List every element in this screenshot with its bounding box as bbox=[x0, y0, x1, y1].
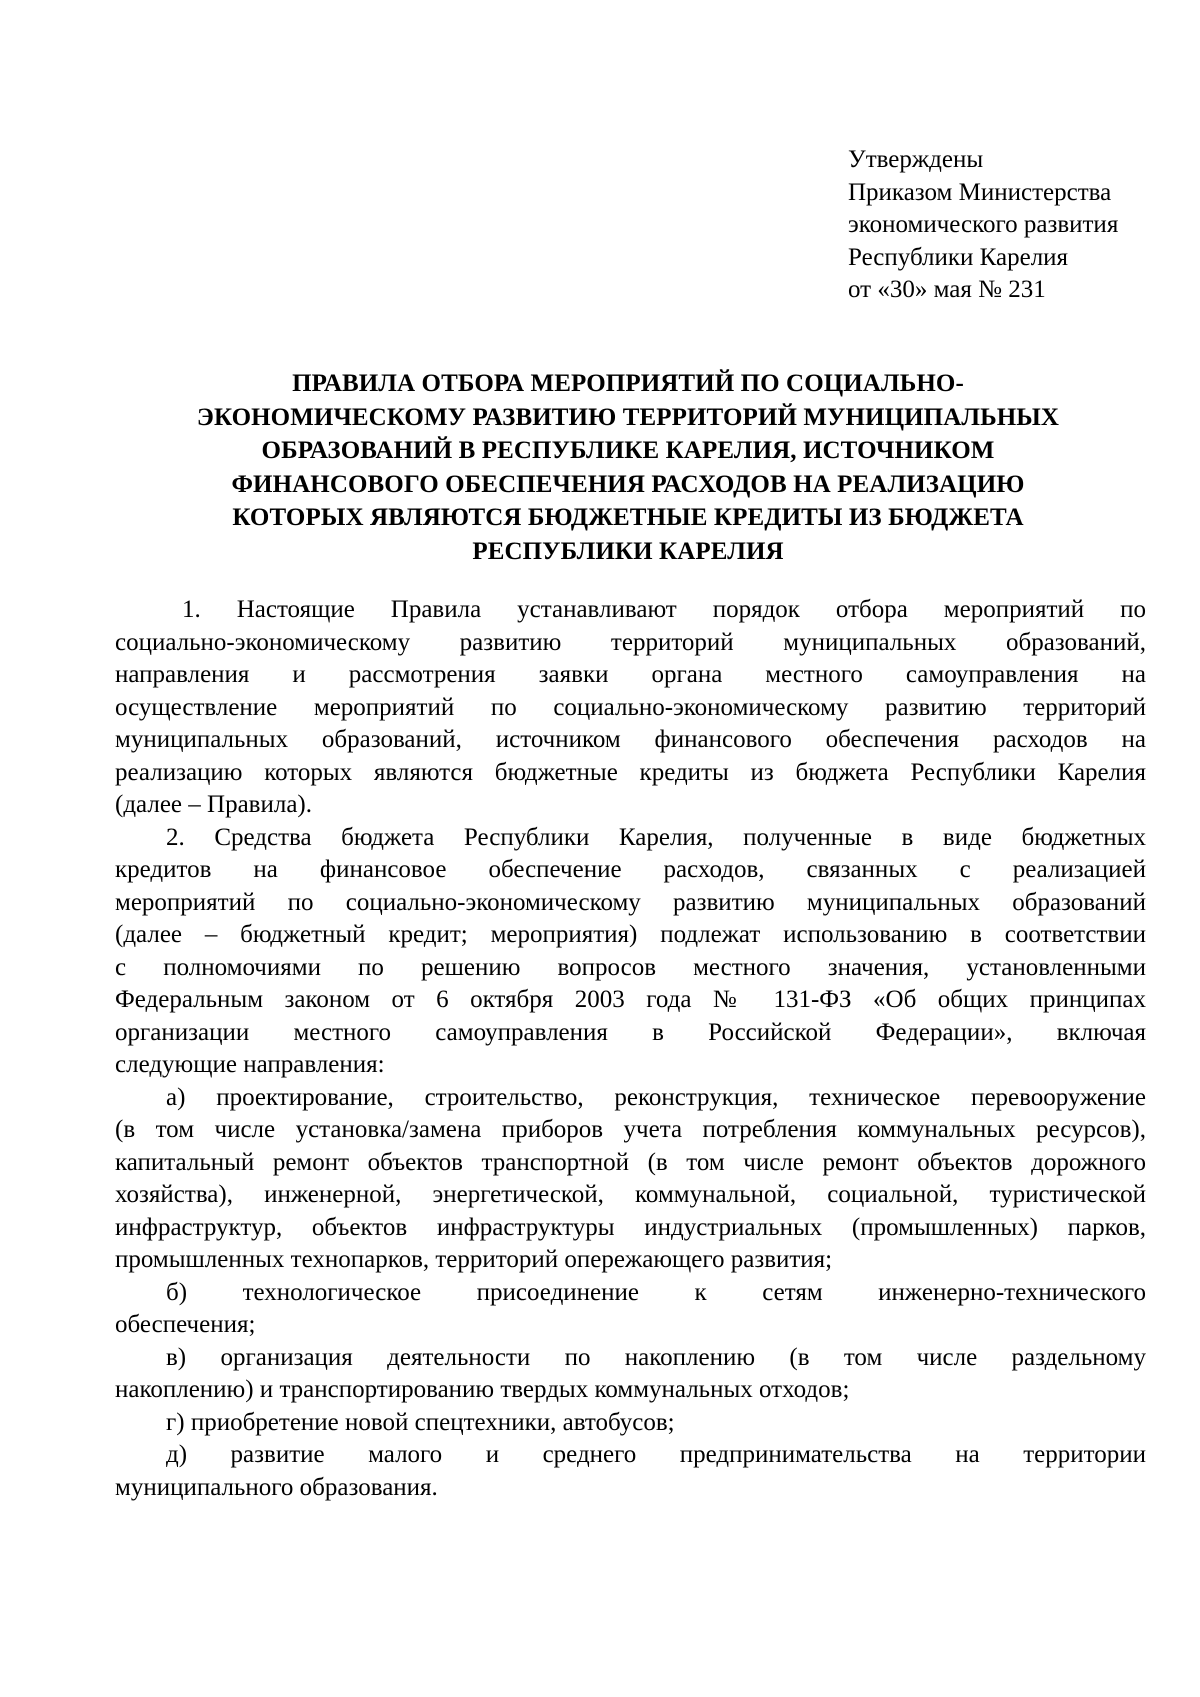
text-line: а) проектирование, строительство, реконструкция, техническое перевооружение bbox=[166, 1083, 1146, 1111]
subitem-d bbox=[115, 1439, 1146, 1504]
text-line: кредитов на финансовое обеспечение расходов, связанных с реализацией bbox=[115, 856, 1146, 883]
text-line: (в том числе установка/замена приборов учета потребления коммунальных ресурсов), bbox=[115, 1116, 1146, 1143]
title-line: ЭКОНОМИЧЕСКОМУ РАЗВИТИЮ ТЕРРИТОРИЙ МУНИЦИПАЛЬНЫХ bbox=[196, 403, 1060, 431]
approval-line: экономического развития bbox=[848, 211, 1119, 238]
approval-line: Приказом Министерства bbox=[848, 178, 1112, 206]
subitem-a bbox=[115, 1082, 1146, 1277]
approval-block bbox=[848, 144, 1168, 307]
text-line: обеспечения; bbox=[115, 1311, 256, 1338]
title-line: ФИНАНСОВОГО ОБЕСПЕЧЕНИЯ РАСХОДОВ НА РЕАЛИЗАЦИЮ bbox=[231, 470, 1025, 498]
text-line: капитальный ремонт объектов транспортной (в том числе ремонт объектов дорожного bbox=[115, 1148, 1146, 1176]
text-line: в) организация деятельности по накоплению (в том числе раздельному bbox=[166, 1343, 1146, 1371]
text-line: инфраструктур, объектов инфраструктуры индустриальных (промышленных) парков, bbox=[115, 1213, 1146, 1241]
title-line: ОБРАЗОВАНИЙ В РЕСПУБЛИКЕ КАРЕЛИЯ, ИСТОЧНИКОМ bbox=[261, 437, 995, 464]
document-body bbox=[115, 594, 1146, 1504]
document-title bbox=[110, 367, 1146, 568]
text-line: 2. Средства бюджета Республики Карелия, полученные в виде бюджетных bbox=[166, 823, 1146, 851]
text-line: муниципального образования. bbox=[115, 1473, 438, 1501]
text-line: социально-экономическому развитию территорий муниципальных образований, bbox=[115, 628, 1146, 656]
text-line: (далее – Правила). bbox=[115, 791, 313, 818]
text-line: муниципальных образований, источником финансового обеспечения расходов на bbox=[115, 726, 1146, 753]
text-line: промышленных технопарков, территорий опережающего развития; bbox=[115, 1246, 833, 1273]
text-line: направления и рассмотрения заявки органа местного самоуправления на bbox=[115, 661, 1146, 688]
approval-line: Республики Карелия bbox=[848, 243, 1069, 271]
text-line: б) технологическое присоединение к сетям инженерно-технического bbox=[166, 1278, 1146, 1306]
paragraph-1 bbox=[115, 594, 1146, 822]
text-line: 1. Настоящие Правила устанавливают порядок отбора мероприятий по bbox=[182, 596, 1146, 623]
subitem-g bbox=[115, 1407, 1146, 1440]
paragraph-2 bbox=[115, 822, 1146, 1082]
title-line: ПРАВИЛА ОТБОРА МЕРОПРИЯТИЙ ПО СОЦИАЛЬНО- bbox=[292, 370, 964, 397]
text-line: (далее – бюджетный кредит; мероприятия) подлежат использованию в соответствии bbox=[115, 921, 1146, 948]
subitem-b bbox=[115, 1277, 1146, 1342]
text-line: осуществление мероприятий по социально-экономическому развитию территорий bbox=[115, 693, 1146, 721]
text-line: хозяйства), инженерной, энергетической, коммунальной, социальной, туристической bbox=[115, 1181, 1146, 1208]
text-line: д) развитие малого и среднего предпринимательства на территории bbox=[166, 1441, 1146, 1468]
text-line: реализацию которых являются бюджетные кредиты из бюджета Республики Карелия bbox=[115, 758, 1146, 786]
text-line: г) приобретение новой спецтехники, автобусов; bbox=[166, 1408, 675, 1436]
approval-line: Утверждены bbox=[848, 146, 984, 173]
title-line: КОТОРЫХ ЯВЛЯЮТСЯ БЮДЖЕТНЫЕ КРЕДИТЫ ИЗ БЮДЖЕТА bbox=[232, 504, 1024, 531]
text-line: организации местного самоуправления в Российской Федерации», включая bbox=[115, 1018, 1146, 1046]
text-line: с полномочиями по решению вопросов местного значения, установленными bbox=[115, 953, 1146, 981]
approval-line: от «30» мая № 231 bbox=[848, 276, 1046, 303]
text-line: Федеральным законом от 6 октября 2003 года № 131-ФЗ «Об общих принципах bbox=[115, 986, 1146, 1013]
text-line: накоплению) и транспортированию твердых коммунальных отходов; bbox=[115, 1376, 850, 1403]
subitem-v bbox=[115, 1342, 1146, 1407]
text-line: мероприятий по социально-экономическому развитию муниципальных образований bbox=[115, 888, 1146, 916]
text-line: следующие направления: bbox=[115, 1051, 385, 1078]
title-line: РЕСПУБЛИКИ КАРЕЛИЯ bbox=[472, 537, 784, 565]
